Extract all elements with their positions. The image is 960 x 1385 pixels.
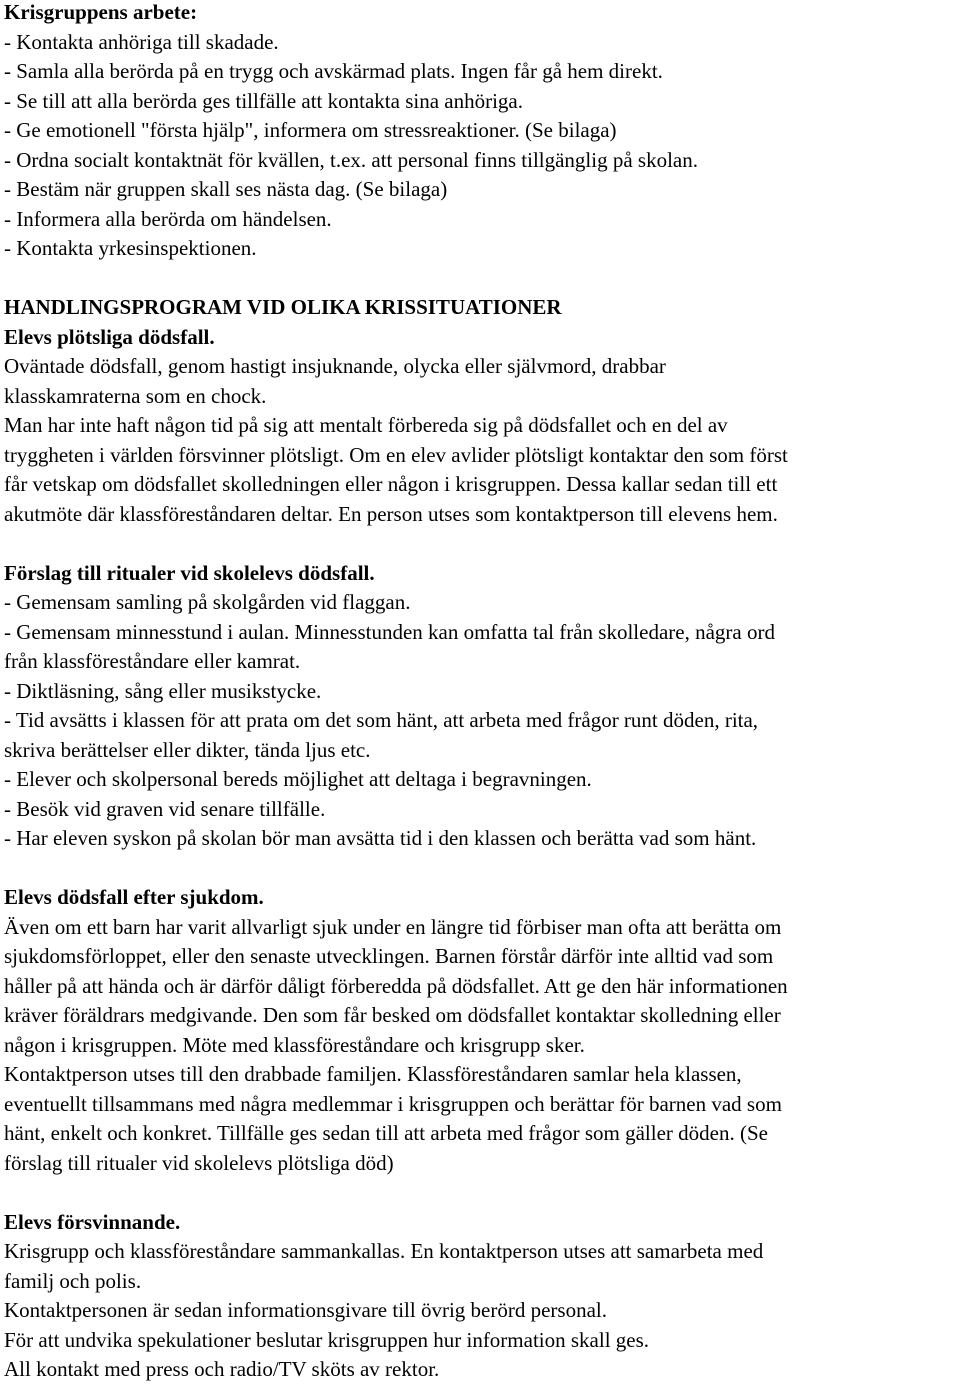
text-line: från klassföreståndare eller kamrat. <box>4 649 301 673</box>
text-line: - Besök vid graven vid senare tillfälle. <box>4 796 326 821</box>
document-page <box>4 0 956 1385</box>
section-gap <box>4 854 956 884</box>
text-line: - Samla alla berörda på en trygg och avskärmad plats. Ingen får gå hem direkt. <box>4 59 663 83</box>
text-line: All kontakt med press och radio/TV sköts av rektor. <box>4 1357 440 1381</box>
text-line: klasskamraterna som en chock. <box>4 383 267 408</box>
text-line: - Bestäm när gruppen skall ses nästa dag. (Se bilaga) <box>4 177 448 201</box>
text-line: skriva berättelser eller dikter, tända ljus etc. <box>4 737 371 762</box>
text-line: - Informera alla berörda om händelsen. <box>4 206 332 231</box>
text-line: Även om ett barn har varit allvarligt sjuk under en längre tid förbiser man ofta att berätta om <box>4 914 782 939</box>
text-line: någon i krisgruppen. Möte med klassföreståndare och krisgrupp sker. <box>4 1032 585 1057</box>
section-heading: Krisgruppens arbete: <box>4 0 198 24</box>
section-heading: Förslag till ritualer vid skolelevs dödsfall. <box>4 560 375 585</box>
text-line: För att undvika spekulationer beslutar krisgruppen hur information skall ges. <box>4 1327 650 1352</box>
section-heading: HANDLINGSPROGRAM VID OLIKA KRISSITUATIONER <box>4 295 562 319</box>
section-heading: Elevs försvinnande. <box>4 1209 181 1234</box>
text-line: hänt, enkelt och konkret. Tillfälle ges sedan till att arbeta med frågor som gäller döden. (Se <box>4 1121 768 1145</box>
text-line: Kontaktperson utses till den drabbade familjen. Klassföreståndaren samlar hela klassen, <box>4 1062 742 1086</box>
document-section <box>4 883 956 1178</box>
text-line: - Kontakta yrkesinspektionen. <box>4 236 257 260</box>
text-line: - Tid avsätts i klassen för att prata om det som hänt, att arbeta med frågor runt döden, rita, <box>4 708 759 732</box>
text-line: - Kontakta anhöriga till skadade. <box>4 29 279 54</box>
section-gap <box>4 264 956 294</box>
document-section <box>4 1208 956 1385</box>
text-line: tryggheten i världen försvinner plötsligt. Om en elev avlider plötsligt kontaktar den som först <box>4 442 788 467</box>
text-line: - Gemensam minnesstund i aulan. Minnesstunden kan omfatta tal från skolledare, några ord <box>4 619 775 644</box>
text-line: - Ordna socialt kontaktnät för kvällen, t.ex. att personal finns tillgänglig på skolan. <box>4 147 698 172</box>
text-line: Krisgrupp och klassföreståndare sammankallas. En kontaktperson utses att samarbeta med <box>4 1239 764 1263</box>
text-line: - Se till att alla berörda ges tillfälle att kontakta sina anhöriga. <box>4 88 523 113</box>
text-line: sjukdomsförloppet, eller den senaste utvecklingen. Barnen förstår därför inte alltid vad som <box>4 944 774 968</box>
text-line: akutmöte där klassföreståndaren deltar. En person utses som kontaktperson till elevens hem. <box>4 501 778 526</box>
text-line: - Diktläsning, sång eller musikstycke. <box>4 678 322 703</box>
text-line: Kontaktpersonen är sedan informationsgivare till övrig berörd personal. <box>4 1298 607 1322</box>
text-line: familj och polis. <box>4 1268 142 1293</box>
text-line: får vetskap om dödsfallet skolledningen eller någon i krisgruppen. Dessa kallar sedan till ett <box>4 472 778 496</box>
section-heading: Elevs plötsliga dödsfall. <box>4 324 215 349</box>
text-line: - Elever och skolpersonal bereds möjlighet att deltaga i begravningen. <box>4 767 592 791</box>
text-line: - Gemensam samling på skolgården vid flaggan. <box>4 590 411 614</box>
text-line: Man har inte haft någon tid på sig att mentalt förbereda sig på dödsfallet och en del av <box>4 413 728 437</box>
text-line: - Har eleven syskon på skolan bör man avsätta tid i den klassen och berätta vad som hänt. <box>4 826 757 850</box>
text-line: Oväntade dödsfall, genom hastigt insjuknande, olycka eller självmord, drabbar <box>4 354 666 378</box>
text-line: - Ge emotionell "första hjälp", informera om stressreaktioner. (Se bilaga) <box>4 118 617 142</box>
text-line: kräver föräldrars medgivande. Den som får besked om dödsfallet kontaktar skolledning eller <box>4 1003 781 1027</box>
text-line: håller på att hända och är därför dåligt förberedda på dödsfallet. Att ge den här informationen <box>4 973 788 998</box>
text-line: förslag till ritualer vid skolelevs plötsliga död) <box>4 1150 394 1175</box>
text-line: eventuellt tillsammans med några medlemmar i krisgruppen och berättar för barnen vad som <box>4 1091 782 1116</box>
section-heading: Elevs dödsfall efter sjukdom. <box>4 885 264 909</box>
document-section <box>4 559 956 854</box>
document-section <box>4 293 956 529</box>
section-gap <box>4 529 956 559</box>
document-section <box>4 0 956 264</box>
section-gap <box>4 1178 956 1208</box>
